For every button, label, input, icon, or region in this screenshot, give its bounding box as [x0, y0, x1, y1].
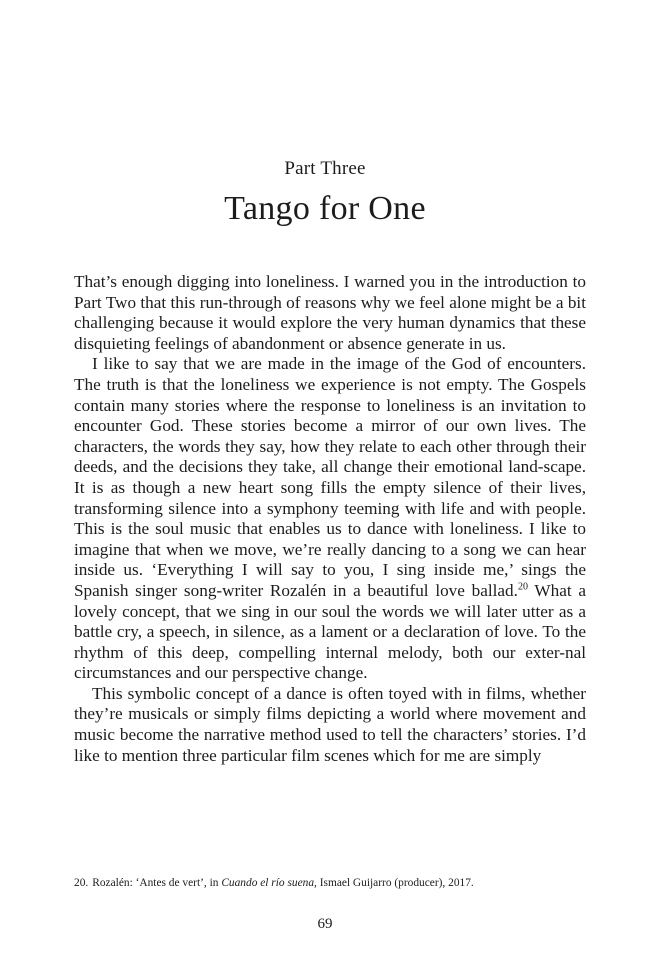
paragraph-2-text-before: I like to say that we are made in the image of the God of encounters. The truth is that the loneliness we experience is not empty. The Gospels contain many stories where the response to loneliness is an invitation to encounter God. These stories become a mirror of our own lives. The characters, the words they say, how they relate to each other through their deeds, and the decisions they take, all change their emotional land-scape. It is as though a new heart song fills the empty silence of their lives, transforming silence into a symphony teeming with life and with people. This is the soul music that enables us to dance with loneliness. I like to imagine that when we move, we’re really dancing to a song we can hear inside us. ‘Everything I will say to you, I sing inside me,’ sings the Spanish singer song-writer Rozalén in a beautiful love ballad.: [74, 354, 586, 600]
footnote-reference[interactable]: 20: [517, 581, 528, 593]
footnote: [74, 876, 586, 890]
paragraph-1: That’s enough digging into loneliness. I warned you in the introduction to Part Two that this run-through of reasons why we feel alone might be a bit challenging because it would explore the very human dynamics that these disquieting feelings of abandonment or absence generate in us.: [74, 272, 586, 353]
paragraph-2-text-after: What a lovely concept, that we sing in our soul the words we will later utter as a battle cry, a speech, in silence, as a lament or a declaration of love. To the rhythm of this deep, compelling internal melody, both our exter-nal circumstances and our perspective change.: [74, 580, 586, 683]
footnote-text-before: Rozalén: ‘Antes de vert’, in: [92, 877, 222, 889]
paragraph-2: [74, 354, 586, 684]
footnote-text-after: , Ismael Guijarro (producer), 2017.: [314, 877, 474, 889]
body-text: [74, 272, 586, 766]
part-label: Part Three: [284, 158, 366, 179]
footnote-number: 20.: [74, 877, 89, 889]
chapter-title: Tango for One: [224, 190, 426, 227]
page-number: 69: [317, 916, 333, 932]
footnote-album-title: Cuando el río suena: [221, 877, 315, 889]
paragraph-3: This symbolic concept of a dance is often toyed with in films, whether they’re musicals or simply films depicting a world where movement and music become the narrative method used to tell the characters’ stories. I’d like to mention three particular film scenes which for me are simply: [74, 683, 586, 765]
